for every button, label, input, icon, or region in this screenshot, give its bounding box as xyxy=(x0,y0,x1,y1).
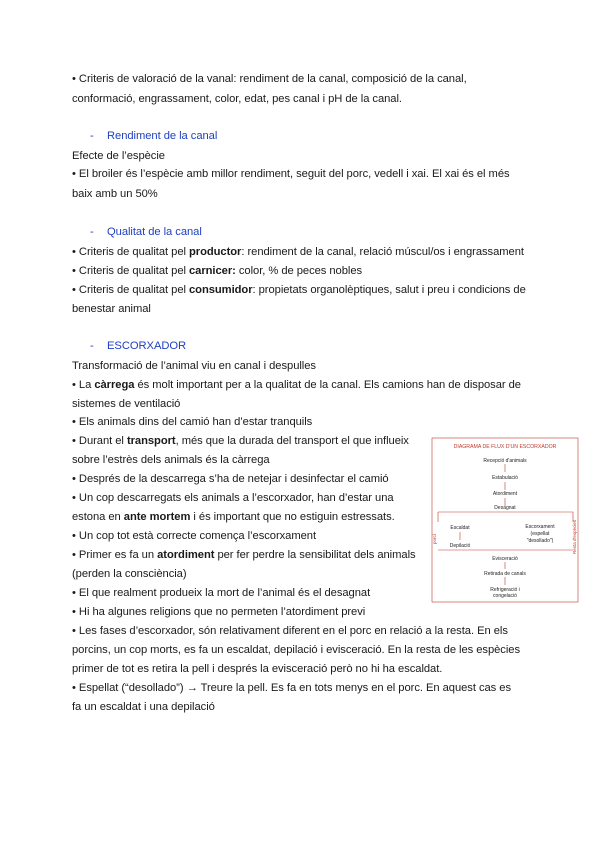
bold-term: carnicer: xyxy=(188,265,236,277)
section-heading-qualitat xyxy=(90,225,202,239)
paragraph-line xyxy=(72,378,521,392)
diagram-node: (espellat xyxy=(530,531,550,537)
paragraph-line: • Els animals dins del camió han d’estar tranquils xyxy=(72,416,313,428)
text-run: • La xyxy=(72,379,95,391)
diagram-node: Desagnat xyxy=(494,505,516,511)
paragraph-line: • Hi ha algunes religions que no permeten l’atordiment previ xyxy=(72,606,366,618)
text-run: estona en xyxy=(72,511,124,523)
diagram-node: Atordiment xyxy=(492,491,518,497)
paragraph-line: primer de tot es retira la pell i després la evisceració però no hi ha escaldat. xyxy=(72,663,443,675)
section-heading-rendiment xyxy=(90,129,217,143)
diagram-node: Recepció d'animals xyxy=(483,458,527,464)
paragraph-line: benestar animal xyxy=(72,303,151,315)
paragraph-line: • Després de la descarrega s’ha de netejar i desinfectar el camió xyxy=(72,473,389,485)
paragraph-line: • Un cop descarregats els animals a l’escorxador, han d’estar una xyxy=(72,492,394,504)
paragraph-line: fa un escaldat i una depilació xyxy=(72,701,215,713)
text-run: : propietats organolèptiques, salut i preu i condicions de xyxy=(252,284,526,296)
text-run: • Durant el xyxy=(72,435,127,447)
paragraph-line: conformació, engrassament, color, edat, pes canal i pH de la canal. xyxy=(72,93,402,105)
diagram-node: Escorxament xyxy=(525,524,555,530)
paragraph-line xyxy=(72,283,526,297)
paragraph-line xyxy=(72,434,409,448)
text-run: • Primer es fa un xyxy=(72,549,158,561)
paragraph-line: baix amb un 50% xyxy=(72,188,158,200)
paragraph-line: • Les fases d’escorxador, són relativament diferent en el porc en relació a la resta. En els xyxy=(72,625,508,637)
paragraph-line xyxy=(72,510,395,524)
diagram-node: "desollado") xyxy=(526,538,554,544)
diagram-side-label-right: Resta d'espècies xyxy=(572,519,577,554)
diagram-node: congelació xyxy=(493,593,517,599)
diagram-node: Estabulació xyxy=(492,475,518,481)
bold-term: consumidor xyxy=(188,284,253,296)
heading-text: ESCORXADOR xyxy=(107,340,187,352)
text-run: color, % de peces nobles xyxy=(235,265,363,277)
text-run: és molt important per a la qualitat de la canal. Els camions han de disposar de xyxy=(134,379,521,391)
diagram-side-label-left: porcí xyxy=(432,533,437,544)
text-run: • Criteris de qualitat pel xyxy=(72,265,189,277)
heading-dash: - xyxy=(90,340,94,352)
bold-term: càrrega xyxy=(94,379,135,391)
text-run: per fer perdre la sensibilitat dels animals xyxy=(214,549,416,561)
paragraph-line: Efecte de l’espècie xyxy=(72,150,165,162)
paragraph-line xyxy=(72,548,416,562)
bold-term: atordiment xyxy=(157,549,215,561)
heading-text: Rendiment de la canal xyxy=(107,130,218,142)
paragraph-line: • Criteris de valoració de la vanal: rendiment de la canal, composició de la canal, xyxy=(72,73,467,85)
heading-text: Qualitat de la canal xyxy=(107,226,202,238)
paragraph-line: porcins, un cop morts, es fa un escaldat, depilació i evisceració. En la resta de les espècies xyxy=(72,644,521,656)
text-run: • Criteris de qualitat pel xyxy=(72,246,189,258)
paragraph-line: • Un cop tot està correcte comença l’escorxament xyxy=(72,530,317,542)
text-run: i és important que no estiguin estressats. xyxy=(190,511,395,523)
text-run: , més que la durada del transport el que influeix xyxy=(175,435,409,447)
diagram-node: Escaldat xyxy=(450,525,470,531)
paragraph-line: (perden la consciència) xyxy=(72,568,187,580)
paragraph-line xyxy=(72,264,362,278)
heading-dash: - xyxy=(90,130,94,142)
diagram-title: DIAGRAMA DE FLUX D'UN ESCORXADOR xyxy=(453,444,557,450)
paragraph-line: • El broiler és l’espècie amb millor rendiment, seguit del porc, vedell i xai. El xai és el més xyxy=(72,168,510,180)
paragraph-line: • El que realment produeix la mort de l’animal és el desagnat xyxy=(72,587,371,599)
heading-dash: - xyxy=(90,226,94,238)
diagram-node: Evisceració xyxy=(492,556,518,562)
paragraph-line xyxy=(72,245,524,259)
section-heading-escorxador xyxy=(90,339,186,353)
paragraph-line: sobre l’estrès dels animals és la càrrega xyxy=(72,454,270,466)
diagram-node: Depilació xyxy=(449,543,471,549)
slaughterhouse-flow-diagram xyxy=(430,436,580,604)
text-run: • Criteris de qualitat pel xyxy=(72,284,189,296)
text-run: : rendiment de la canal, relació múscul/os i engrassament xyxy=(241,246,524,258)
bold-term: transport xyxy=(126,435,176,447)
diagram-node: Retirada de canals xyxy=(484,571,526,577)
paragraph-line: • Espellat (“desollado”) → Treure la pell. Es fa en tots menys en el porc. En aquest cas es xyxy=(72,682,512,694)
paragraph-line: Transformació de l’animal viu en canal i despulles xyxy=(72,360,316,372)
diagram-node: Refrigeració i xyxy=(490,587,520,593)
paragraph-line: sistemes de ventilació xyxy=(72,398,181,410)
bold-term: productor xyxy=(188,246,242,258)
bold-term: ante mortem xyxy=(123,511,191,523)
